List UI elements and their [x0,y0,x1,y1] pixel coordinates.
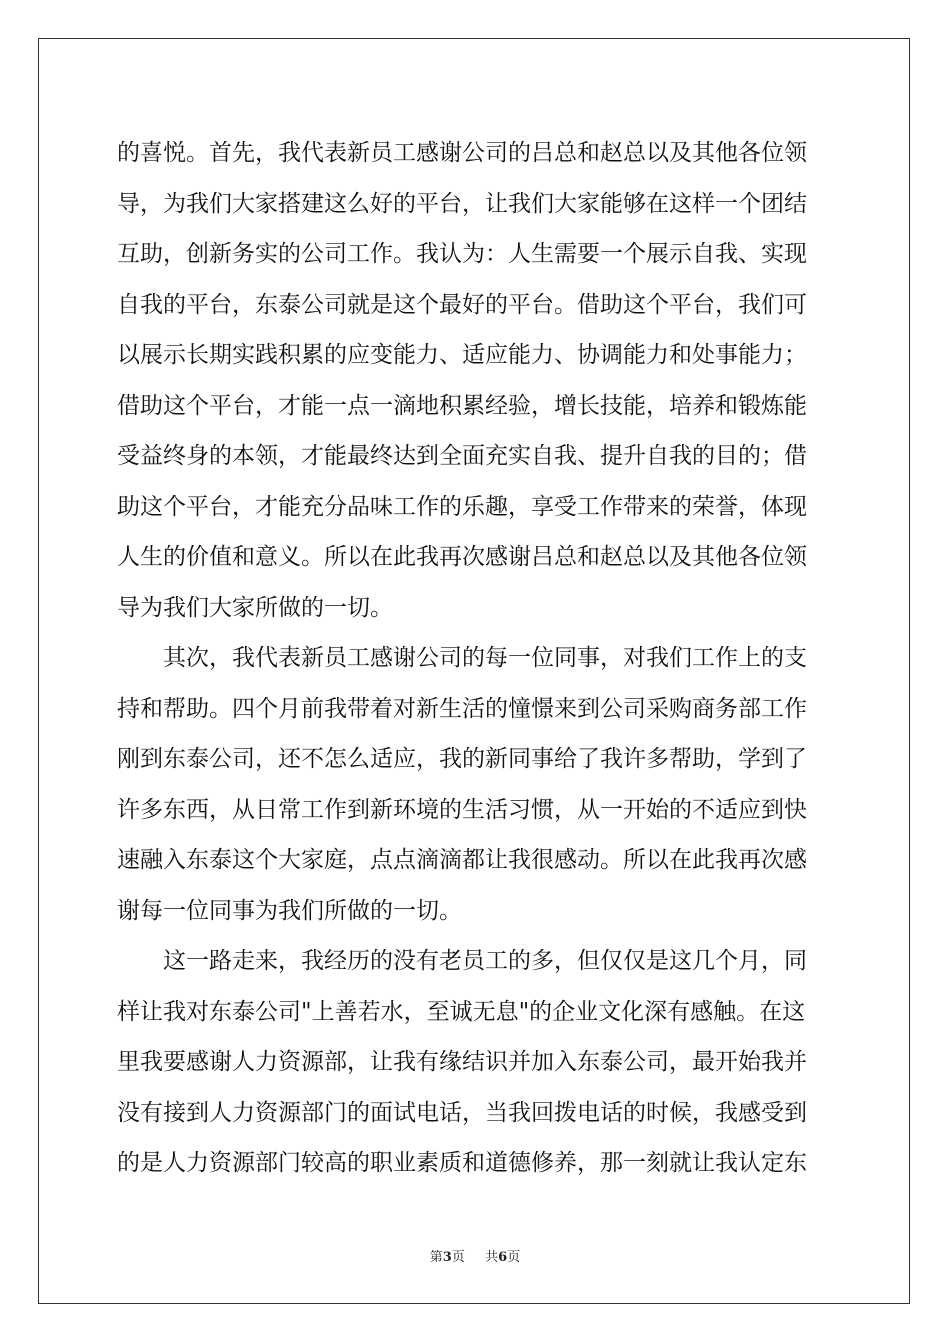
current-page: 3 [442,1250,452,1265]
total-prefix: 共 [485,1250,499,1265]
page-footer [0,1246,950,1265]
text-line: 借助这个平台，才能一点一滴地积累经验，增长技能，培养和锻炼能 [117,392,807,419]
page-number [430,1246,465,1265]
text-line: 人生的价值和意义。所以在此我再次感谢吕总和赵总以及其他各位领 [117,544,807,570]
text-line: 助这个平台，才能充分品味工作的乐趣，享受工作带来的荣誉，体现 [117,493,807,520]
text-line: 许多东西，从日常工作到新环境的生活习惯，从一开始的不适应到快 [117,796,807,823]
text-line: 谢每一位同事为我们所做的一切。 [117,897,462,924]
text-line: 互助，创新务实的公司工作。我认为：人生需要一个展示自我、实现 [117,241,807,267]
text-line: 的是人力资源部门较高的职业素质和道德修养，那一刻就让我认定东 [117,1150,807,1176]
text-line: 以展示长期实践积累的应变能力、适应能力、协调能力和处事能力； [117,342,807,368]
text-line: 自我的平台，东泰公司就是这个最好的平台。借助这个平台，我们可 [117,291,807,318]
total-suffix: 页 [507,1250,521,1265]
document-body [117,128,835,1189]
page-prefix: 第 [429,1250,443,1265]
text-line: 的喜悦。首先，我代表新员工感谢公司的吕总和赵总以及其他各位领 [117,140,807,166]
text-line: 导，为我们大家搭建这么好的平台，让我们大家能够在这样一个团结 [117,190,807,217]
text-line: 刚到东泰公司，还不怎么适应，我的新同事给了我许多帮助，学到了 [117,746,807,772]
page-suffix: 页 [451,1250,465,1265]
text-line: 样让我对东泰公司"上善若水，至诚无息"的企业文化深有感触。在这 [117,998,806,1025]
text-line: 这一路走来，我经历的没有老员工的多，但仅仅是这几个月，同 [117,948,807,974]
total-pages: 6 [498,1250,508,1265]
text-line: 其次，我代表新员工感谢公司的每一位同事，对我们工作上的支 [117,645,807,671]
text-line: 持和帮助。四个月前我带着对新生活的憧憬来到公司采购商务部工作 [117,695,807,722]
text-line: 导为我们大家所做的一切。 [117,594,393,621]
text-line: 里我要感谢人力资源部，让我有缘结识并加入东泰公司，最开始我并 [117,1049,807,1075]
page-total [485,1246,520,1265]
text-line: 没有接到人力资源部门的面试电话，当我回拨电话的时候，我感受到 [117,1099,807,1126]
text-line: 受益终身的本领，才能最终达到全面充实自我、提升自我的目的；借 [117,443,807,469]
text-line: 速融入东泰这个大家庭，点点滴滴都让我很感动。所以在此我再次感 [117,847,807,873]
